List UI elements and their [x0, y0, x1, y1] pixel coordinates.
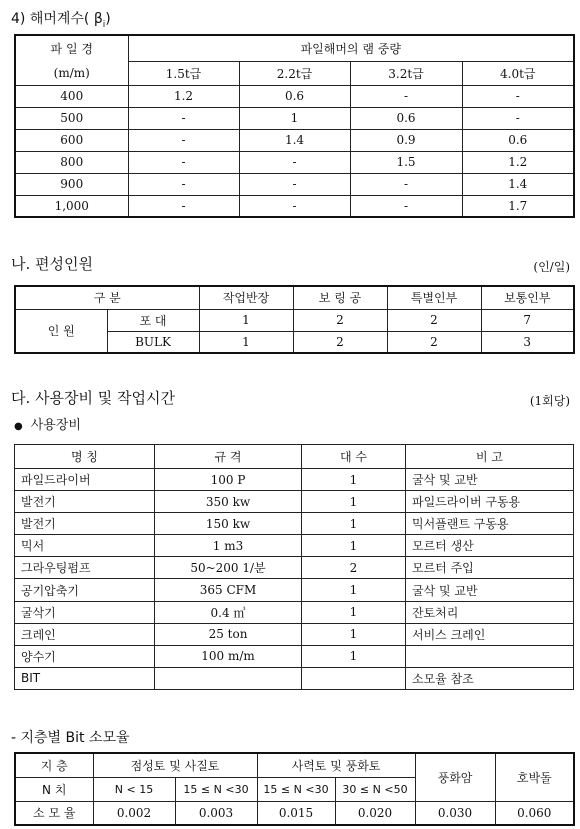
coef-cell: 1.2 — [462, 151, 574, 173]
equipment-row — [15, 469, 574, 491]
equipment-heading: 다. 사용장비 및 작업시간 — [11, 389, 175, 407]
staff-header: 특별인부 — [387, 286, 481, 309]
equipment-spec: 350 kw — [155, 491, 302, 513]
bit-rate: 0.030 — [415, 801, 495, 825]
bit-rate: 0.003 — [175, 801, 257, 825]
weight-header: 4.0t급 — [462, 61, 574, 85]
coef-cell: 1.4 — [239, 129, 350, 151]
hammer-heading-close: ) — [105, 11, 111, 27]
coef-cell: - — [239, 173, 350, 195]
bit-rate: 0.060 — [495, 801, 574, 825]
equipment-row — [15, 601, 574, 623]
coef-cell: - — [350, 173, 462, 195]
bit-group: 점성토 및 사질토 — [93, 753, 257, 777]
staff-header: 보통인부 — [481, 286, 574, 309]
hammer-row — [15, 107, 574, 129]
equipment-subheading-text: 사용장비 — [30, 418, 81, 433]
equipment-note: 굴삭 및 교반 — [406, 579, 574, 601]
hammer-heading — [11, 8, 111, 30]
coef-cell: 1.7 — [462, 195, 574, 217]
equipment-note: 파일드라이버 구동용 — [406, 491, 574, 513]
coef-cell: - — [462, 85, 574, 107]
bit-rate: 0.020 — [335, 801, 415, 825]
coef-cell: - — [239, 195, 350, 217]
equipment-name: 굴삭기 — [15, 601, 155, 623]
bit-rate: 0.002 — [93, 801, 175, 825]
staff-unit: (인/일) — [533, 260, 570, 274]
equipment-row — [15, 579, 574, 601]
pile-diameter: 800 — [15, 151, 128, 173]
hammer-row — [15, 173, 574, 195]
equipment-subheading — [14, 414, 81, 433]
coef-cell: 0.6 — [239, 85, 350, 107]
equipment-spec: 0.4 ㎥ — [155, 601, 302, 623]
coef-cell: 0.6 — [462, 129, 574, 151]
staff-row — [15, 309, 574, 331]
coef-cell: 1.2 — [128, 85, 239, 107]
equipment-name: BIT — [15, 667, 155, 689]
staff-count: 1 — [199, 331, 293, 353]
equipment-unit: (1회당) — [529, 394, 570, 408]
pile-diameter: 400 — [15, 85, 128, 107]
bit-heading: - 지층별 Bit 소모율 — [11, 730, 130, 746]
staff-header: 작업반장 — [199, 286, 293, 309]
hammer-table — [14, 34, 575, 218]
staff-row-label: 인 원 — [15, 309, 107, 353]
weight-header: 2.2t급 — [239, 61, 350, 85]
coef-cell: - — [128, 129, 239, 151]
equipment-note: 모르터 주입 — [406, 557, 574, 579]
pile-diameter: 600 — [15, 129, 128, 151]
bit-label-n: N 치 — [15, 777, 93, 801]
equipment-qty: 1 — [302, 645, 406, 667]
equipment-qty: 1 — [302, 535, 406, 557]
equipment-row — [15, 667, 574, 689]
equipment-qty: 2 — [302, 557, 406, 579]
equipment-spec: 100 P — [155, 469, 302, 491]
hammer-row — [15, 151, 574, 173]
bit-rate: 0.015 — [257, 801, 335, 825]
bit-group-single: 호박돌 — [495, 753, 574, 801]
equipment-note: 서비스 크레인 — [406, 623, 574, 645]
equipment-header: 비 고 — [406, 445, 574, 469]
staff-count: 2 — [293, 331, 387, 353]
hammer-row — [15, 195, 574, 217]
n-range: 15 ≤ N <30 — [175, 777, 257, 801]
equipment-spec: 365 CFM — [155, 579, 302, 601]
coef-cell: - — [462, 107, 574, 129]
coef-cell: 1 — [239, 107, 350, 129]
staff-header: 보 링 공 — [293, 286, 387, 309]
equipment-qty: 1 — [302, 491, 406, 513]
coef-cell: - — [350, 195, 462, 217]
coef-cell: - — [350, 85, 462, 107]
equipment-qty: 1 — [302, 623, 406, 645]
equipment-header: 명 칭 — [15, 445, 155, 469]
equipment-spec — [155, 667, 302, 689]
pile-diameter: 900 — [15, 173, 128, 195]
equipment-name: 발전기 — [15, 491, 155, 513]
equipment-spec: 150 kw — [155, 513, 302, 535]
equipment-qty: 1 — [302, 469, 406, 491]
bit-table — [14, 752, 575, 826]
staff-count: 3 — [481, 331, 574, 353]
bit-label-rate: 소 모 율 — [15, 801, 93, 825]
staff-count: 2 — [387, 309, 481, 331]
equipment-header: 규 격 — [155, 445, 302, 469]
staff-count: 2 — [387, 331, 481, 353]
staff-header-category: 구 분 — [15, 286, 199, 309]
equipment-table — [14, 444, 574, 690]
equipment-spec: 50~200 1/분 — [155, 557, 302, 579]
coef-cell: 1.5 — [350, 151, 462, 173]
coef-cell: - — [128, 107, 239, 129]
equipment-note: 믹서플랜트 구동용 — [406, 513, 574, 535]
equipment-name: 발전기 — [15, 513, 155, 535]
hammer-col1-header: 파 일 경 — [15, 35, 128, 61]
equipment-note: 모르터 생산 — [406, 535, 574, 557]
staff-heading: 나. 편성인원 — [11, 255, 93, 273]
coef-cell: - — [128, 195, 239, 217]
equipment-spec: 1 m3 — [155, 535, 302, 557]
staff-count: 2 — [293, 309, 387, 331]
equipment-name: 파일드라이버 — [15, 469, 155, 491]
bit-label-layer: 지 층 — [15, 753, 93, 777]
bit-group: 사력토 및 풍화토 — [257, 753, 415, 777]
coef-cell: - — [239, 151, 350, 173]
equipment-name: 믹서 — [15, 535, 155, 557]
equipment-note: 잔토처리 — [406, 601, 574, 623]
equipment-row — [15, 623, 574, 645]
pile-diameter: 1,000 — [15, 195, 128, 217]
staff-type: BULK — [107, 331, 199, 353]
equipment-name: 공기압축기 — [15, 579, 155, 601]
equipment-row — [15, 535, 574, 557]
staff-table — [14, 285, 575, 354]
n-range: 15 ≤ N <30 — [257, 777, 335, 801]
weight-header: 1.5t급 — [128, 61, 239, 85]
equipment-name: 그라우팅펌프 — [15, 557, 155, 579]
equipment-qty: 1 — [302, 513, 406, 535]
hammer-row — [15, 129, 574, 151]
equipment-qty: 1 — [302, 601, 406, 623]
equipment-name: 크레인 — [15, 623, 155, 645]
equipment-qty — [302, 667, 406, 689]
equipment-row — [15, 645, 574, 667]
staff-type: 포 대 — [107, 309, 199, 331]
coef-cell: 0.9 — [350, 129, 462, 151]
equipment-spec: 25 ton — [155, 623, 302, 645]
pile-diameter: 500 — [15, 107, 128, 129]
staff-count: 7 — [481, 309, 574, 331]
equipment-note: 굴삭 및 교반 — [406, 469, 574, 491]
equipment-note — [406, 645, 574, 667]
equipment-spec: 100 m/m — [155, 645, 302, 667]
coef-cell: 0.6 — [350, 107, 462, 129]
n-range: N < 15 — [93, 777, 175, 801]
coef-cell: 1.4 — [462, 173, 574, 195]
hammer-heading-sub: i — [102, 19, 106, 30]
equipment-row — [15, 491, 574, 513]
coef-cell: - — [128, 151, 239, 173]
equipment-note: 소모율 참조 — [406, 667, 574, 689]
weight-header: 3.2t급 — [350, 61, 462, 85]
hammer-group-header: 파일해머의 램 중량 — [128, 35, 574, 61]
equipment-qty: 1 — [302, 579, 406, 601]
hammer-heading-text: 4) 해머계수( β — [11, 11, 103, 27]
hammer-col1-unit: (m/m) — [15, 61, 128, 85]
bit-group-single: 풍화암 — [415, 753, 495, 801]
hammer-row — [15, 85, 574, 107]
equipment-row — [15, 557, 574, 579]
n-range: 30 ≤ N <50 — [335, 777, 415, 801]
equipment-name: 양수기 — [15, 645, 155, 667]
bullet-icon: ● — [14, 421, 23, 432]
equipment-row — [15, 513, 574, 535]
staff-count: 1 — [199, 309, 293, 331]
equipment-header: 대 수 — [302, 445, 406, 469]
coef-cell: - — [128, 173, 239, 195]
